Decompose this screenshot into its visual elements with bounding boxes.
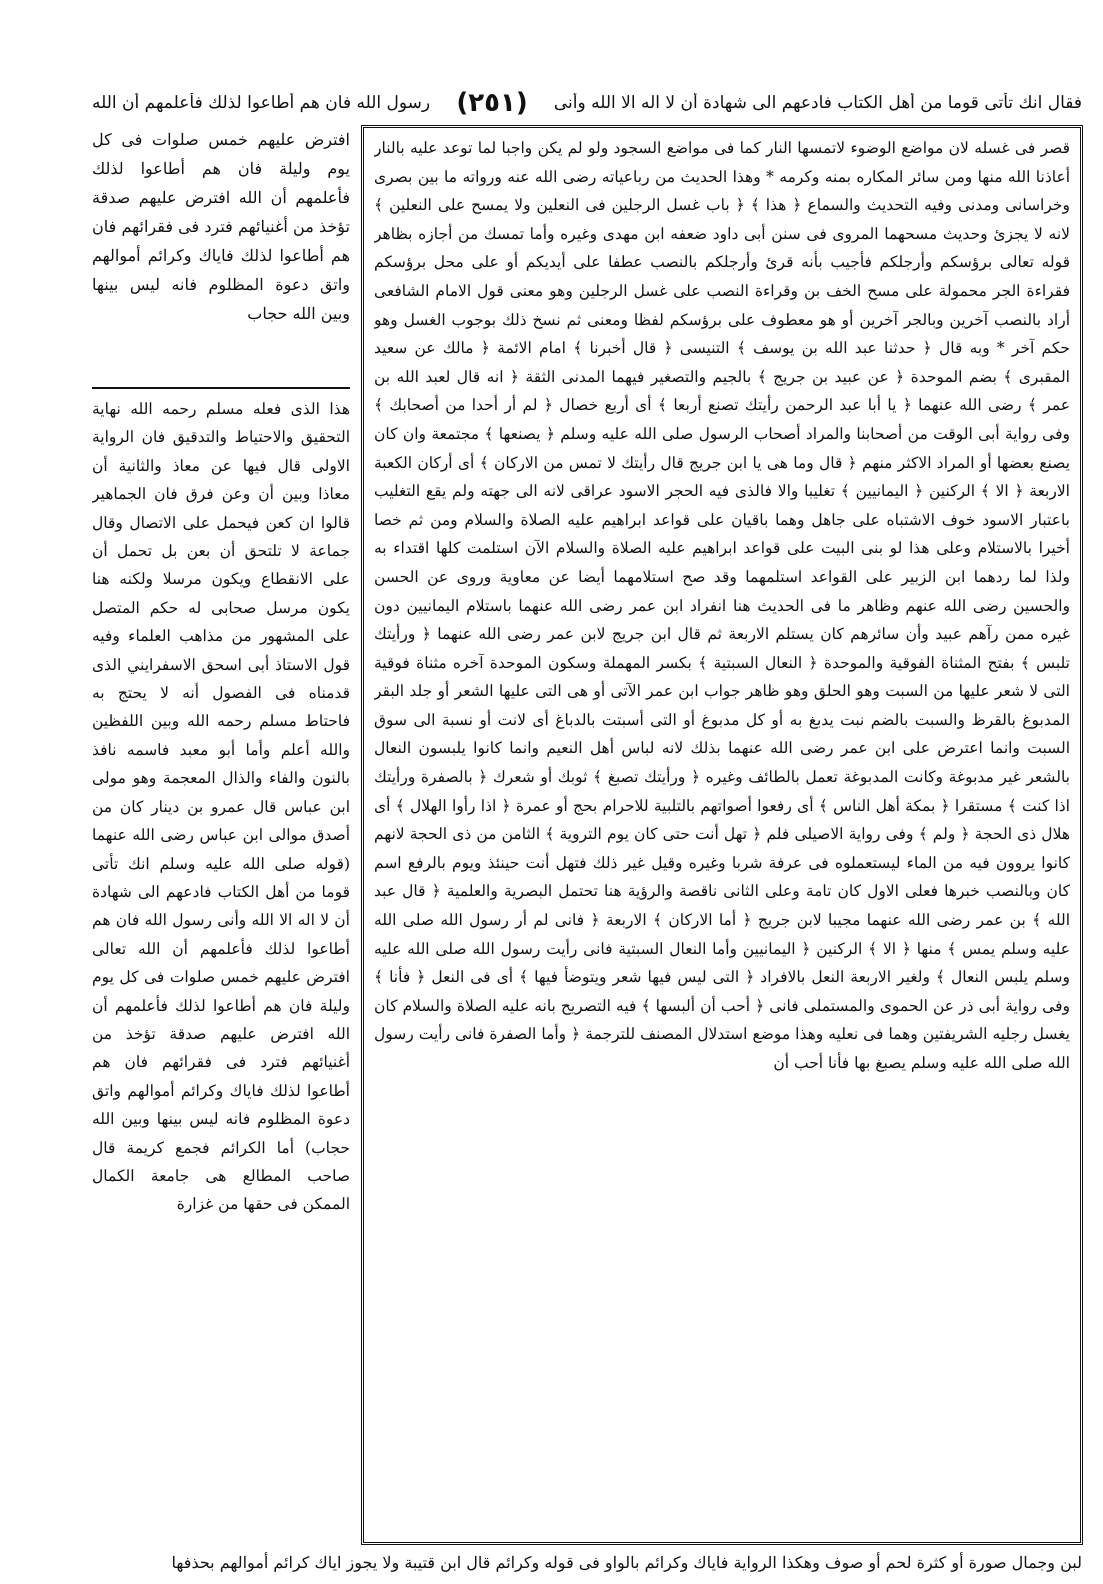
page-footer-line: لبن وجمال صورة أو كثرة لحم أو صوف وهكذا الرواية فاياك وكرائم بالواو فى قوله وكرائم قال ابن قتيبة ولا يجوز اياك كرائم أموالهم بحذفها — [171, 1553, 1082, 1572]
side-hadith-text: افترض عليهم خمس صلوات فى كل يوم وليلة فان هم أطاعوا لذلك فأعلمهم أن الله افترض عليهم صدقة تؤخذ من أغنيائهم فترد فى فقرائهم فان هم أطاعوا لذلك فاياك وكرائم أموالهم واتق دعوة المظلوم فانه ليس بينها وبين الله حجاب — [92, 130, 350, 323]
header-text-left: رسول الله فان هم أطاعوا لذلك فأعلمهم أن الله — [92, 93, 431, 113]
main-paragraph: قصر فى غسله لان مواضع الوضوء لاتمسها النار كما فى مواضع السجود ولو لم يكن واجبا لما توعد عليه بالنار أعاذنا الله منها ومن سائر المكاره بمنه وكرمه * وهذا الحديث من رباعياته رضى الله عنه ورواته ما بين بصرى وخراسانى ومدنى وفيه التحديث والسماع ﴿ هذا ﴾ ﴿ باب غسل الرجلين فى النعلين ولا يمسح على النعلين ﴾ لانه لا يجزئ وحديث مسحهما المروى فى سنن أبى داود ضعفه ابن مهدى وغيره وأما تمسك من أجازه بظاهر قوله تعالى برؤسكم وأرجلكم فأجيب بأنه قرئ وأرجلكم بالنصب عطفا على أيديكم أو على محل برؤسكم فقراءة الجر محمولة على مسح الخف بن وقراءة النصب على غسل الرجلين وهو معنى قول الامام الشافعى أراد بالنصب آخرين وبالجر آخرين أو هو معطوف على برؤسكم لفظا ومعنى ثم نسخ ذلك بوجوب الغسل وهو حكم آخر * وبه قال ﴿ حدثنا عبد الله بن يوسف ﴾ التنيسى ﴿ قال أخبرنا ﴾ امام الائمة ﴿ مالك عن سعيد المقبرى ﴾ بضم الموحدة ﴿ عن عبيد بن جريج ﴾ بالجيم والتصغير فيهما المدنى الثقة ﴿ انه قال لعبد الله بن عمر ﴾ رضى الله عنهما ﴿ يا أبا عبد الرحمن رأيتك تصنع أربعا ﴾ أى أربع خصال ﴿ لم أر أحدا من أصحابك ﴾ وفى رواية أبى الوقت من أصحابنا والمراد أصحاب الرسول صلى الله عليه وسلم ﴿ يصنعها ﴾ مجتمعة وان كان يصنع بعضها أو المراد الاكثر منهم ﴿ قال وما هى يا ابن جريج قال رأيتك لا تمس من الاركان ﴾ أى أركان الكعبة الاربعة ﴿ الا ﴾ الركنين ﴿ اليمانيين ﴾ تغليبا والا فالذى فيه الحجر الاسود عراقى لانه الى جهته ولم يقع التغليب باعتبار الاسود خوف الاشتباه على جاهل وهما باقيان على قواعد ابراهيم عليه الصلاة والسلام ومن ثم خصا أخيرا بالاستلام وعلى هذا لو بنى البيت على قواعد ابراهيم عليه الصلاة والسلام الآن استلمت كلها اقتداء به ولذا لما ردهما ابن الزبير على القواعد استلمهما وقد صح استلامهما أيضا عن معاوية وروى عن الحسن والحسين رضى الله عنهم وظاهر ما فى الحديث هنا انفراد ابن عمر رضى الله عنهما باستلام اليمانيين دون غيره ممن رآهم عبيد وأن سائرهم كان يستلم الاربعة ثم قال ابن جريج لابن عمر رضى الله عنهما ﴿ ورأيتك تلبس ﴾ بفتح المثناة الفوقية والموحدة ﴿ النعال السبتية ﴾ بكسر المهملة وسكون الموحدة آخره مثناة فوقية التى لا شعر عليها من السبت وهو الحلق وهو ظاهر جواب ابن عمر الآتى أو هى التى عليها الشعر أو جلد البقر المدبوغ بالقرظ والسبت بالضم نبت يدبغ به أو كل مدبوغ أو التى أسبتت بالدباغ أى لانت أو نسبة الى سوق السبت وانما اعترض على ابن عمر رضى الله عنهما بذلك لانه لباس أهل النعيم وانما كانوا يلبسون النعال بالشعر غير مدبوغة وكانت المدبوغة تعمل بالطائف وغيره ﴿ ورأيتك تصبغ ﴾ ثوبك أو شعرك ﴿ بالصفرة ورأيتك اذا كنت ﴾ مستقرا ﴿ بمكة أهل الناس ﴾ أى رفعوا أصواتهم بالتلبية للاحرام بحج أو عمرة ﴿ اذا رأوا الهلال ﴾ أى هلال ذى الحجة ﴿ ولم ﴾ وفى رواية الاصيلى فلم ﴿ تهل أنت حتى كان يوم التروية ﴾ الثامن من ذى الحجة لانهم كانوا يروون فيه من الماء ليستعملوه فى عرفة شربا وغيره وقيل غير ذلك فتهل أنت حينئذ ويوم بالرفع اسم كان وبالنصب خبرها فعلى الاول كان تامة وعلى الثانى ناقصة والرؤية هنا تحتمل البصرية والعلمية ﴿ قال عبد الله ﴾ بن عمر رضى الله عنهما مجيبا لابن جريج ﴿ أما الاركان ﴾ الاربعة ﴿ فانى لم أر رسول الله صلى الله عليه وسلم يمس ﴾ منها ﴿ الا ﴾ الركنين ﴿ اليمانيين وأما النعال السبتية فانى رأيت رسول الله صلى الله عليه وسلم يلبس النعال ﴾ ولغير الاربعة النعل بالافراد ﴿ التى ليس فيها شعر ويتوضأ فيها ﴾ أى فى النعل ﴿ فأنا ﴾ وفى رواية أبى ذر عن الحموى والمستملى فانى ﴿ أحب أن ألبسها ﴾ فيه التصريح بانه عليه الصلاة والسلام كان يغسل رجليه الشريفتين وهما فى نعليه وهذا موضع استدلال المصنف للترجمة ﴿ وأما الصفرة فانى رأيت رسول الله صلى الله عليه وسلم يصبغ بها فأنا أحب أن — [374, 139, 1070, 1072]
side-commentary-column — [92, 125, 350, 1545]
side-divider — [92, 387, 350, 389]
page-number: (٢٥١) — [456, 88, 528, 118]
side-commentary-text: هذا الذى فعله مسلم رحمه الله نهاية التحقيق والاحتياط والتدقيق فان الرواية الاولى قال فيها عن معاذ والثانية أن معاذا وبين أن وعن فرق فان الجماهير قالوا ان كعن فيحمل على الاتصال وقال جماعة لا تلتحق أن بعن بل تحمل أن على الانقطاع ويكون مرسلا ولكنه هنا يكون مرسل صحابى له حكم المتصل على المشهور من مذاهب العلماء وفيه قول الاستاذ أبى اسحق الاسفرايني الذى قدمناه فى الفصول أنه لا يحتج به فاحتاط مسلم رحمه الله وبين اللفظين والله أعلم وأما أبو معبد فاسمه نافذ بالنون والفاء والذال المعجمة وهو مولى ابن عباس قال عمرو بن دينار كان من أصدق موالى ابن عباس رضى الله عنهما (قوله صلى الله عليه وسلم انك تأتى قوما من أهل الكتاب فادعهم الى شهادة أن لا اله الا الله وأنى رسول الله فان هم أطاعوا لذلك فأعلمهم أن الله تعالى افترض عليهم خمس صلوات فى كل يوم وليلة فان هم أطاعوا لذلك فأعلمهم أن الله افترض عليهم صدقة تؤخذ من أغنيائهم فترد فى فقرائهم فان هم أطاعوا لذلك فاياك وكرائم أموالهم واتق دعوة المظلوم فانه ليس بينها وبين الله حجاب) أما الكرائم فجمع كريمة قال صاحب المطالع هى جامعة الكمال الممكن فى حقها من غزارة — [92, 400, 350, 1214]
header-text-right: فقال انك تأتى قوما من أهل الكتاب فادعهم الى شهادة أن لا اله الا الله وأنى — [553, 93, 1082, 113]
main-text-frame — [361, 125, 1083, 1545]
page-header — [92, 86, 1082, 120]
main-commentary-column — [374, 134, 1070, 1536]
